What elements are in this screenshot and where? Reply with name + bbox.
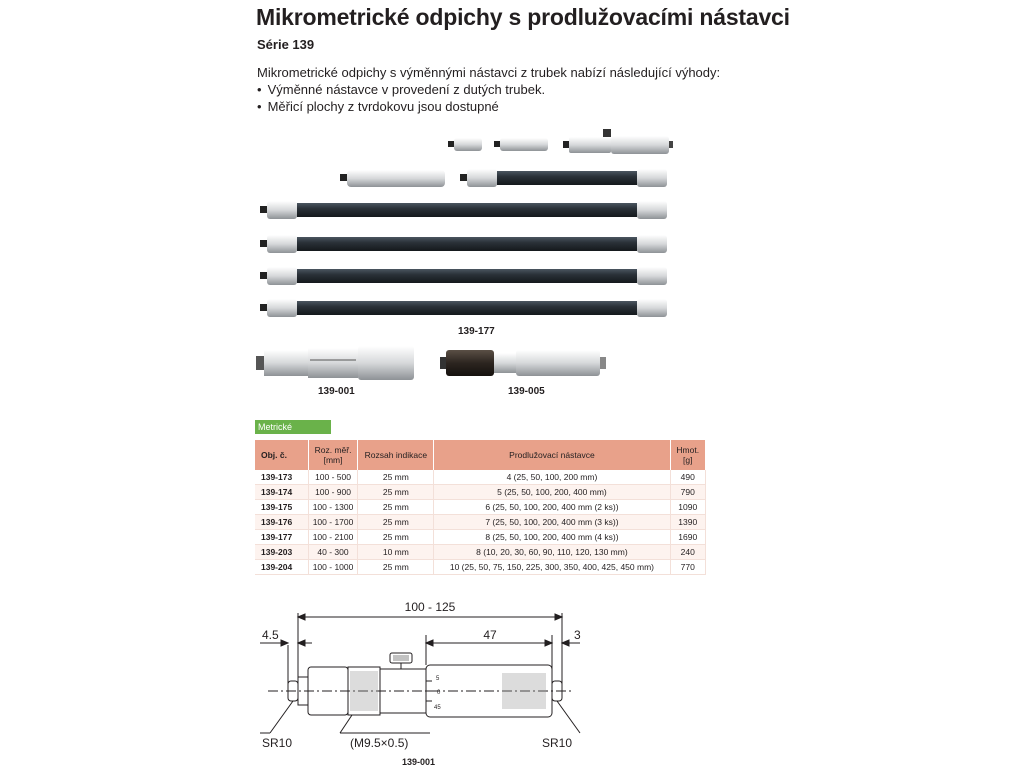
table-header-row (255, 440, 706, 470)
micrometer-head-139-005 (440, 350, 606, 376)
cell-range: 100 - 2100 (308, 530, 358, 545)
extension-rod-long (260, 201, 667, 219)
table-row (255, 560, 706, 575)
head-a-label: 139-001 (318, 386, 355, 397)
extension-rod-long (260, 267, 667, 285)
spec-table (255, 440, 706, 575)
series-subtitle: Série 139 (257, 37, 315, 52)
micrometer-head (563, 129, 673, 154)
cell-order-no: 139-177 (255, 530, 308, 545)
cell-indication: 25 mm (358, 530, 434, 545)
cell-extensions: 8 (25, 50, 100, 200, 400 mm (4 ks)) (434, 530, 670, 545)
table-row (255, 515, 706, 530)
extension-rod-medium (340, 170, 445, 187)
set-label: 139-177 (458, 326, 495, 337)
benefit-item: • Měřicí plochy z tvrdokovu jsou dostupné (257, 98, 720, 115)
dim-right-offset: 3 (574, 628, 581, 642)
cell-range: 40 - 300 (308, 545, 358, 560)
col-header: Rozsah indikace (358, 440, 434, 470)
cell-range: 100 - 500 (308, 470, 358, 485)
scale-mark: 45 (434, 705, 441, 711)
col-header: Prodlužovací nástavce (434, 440, 670, 470)
cell-weight: 1090 (670, 500, 706, 515)
extension-rod-medium (460, 169, 667, 187)
benefit-item: • Výměnné nástavce v provedení z dutých trubek. (257, 81, 720, 98)
cell-extensions: 8 (10, 20, 30, 60, 90, 110, 120, 130 mm) (434, 545, 670, 560)
dim-sr-right: SR10 (542, 736, 573, 750)
cell-extensions: 7 (25, 50, 100, 200, 400 mm (3 ks)) (434, 515, 670, 530)
scale-mark: 0 (437, 690, 441, 696)
extension-rod-short (448, 138, 482, 151)
table-row (255, 470, 706, 485)
scale-mark: 5 (436, 676, 440, 682)
cell-extensions: 10 (25, 50, 75, 150, 225, 300, 350, 400, 425, 450 mm) (434, 560, 670, 575)
cell-range: 100 - 1300 (308, 500, 358, 515)
dim-thread: (M9.5×0.5) (350, 736, 409, 750)
extension-rod-long (260, 235, 667, 253)
cell-weight: 490 (670, 470, 706, 485)
technical-drawing (240, 595, 600, 768)
table-row (255, 500, 706, 515)
dim-spindle: 47 (483, 628, 497, 642)
micrometer-head-139-001 (256, 346, 414, 380)
table-row (255, 530, 706, 545)
cell-order-no: 139-204 (255, 560, 308, 575)
dim-sr-left: SR10 (262, 736, 293, 750)
col-header: Hmot. [g] (670, 440, 706, 470)
table-row (255, 485, 706, 500)
intro-text: Mikrometrické odpichy s výměnnými nástavci z trubek nabízí následující výhody: (257, 65, 721, 80)
cell-weight: 770 (670, 560, 706, 575)
drawing-model-label: 139-001 (402, 757, 436, 767)
section-tab-metric: Metrické (255, 420, 331, 434)
cell-extensions: 6 (25, 50, 100, 200, 400 mm (2 ks)) (434, 500, 670, 515)
cell-extensions: 5 (25, 50, 100, 200, 400 mm) (434, 485, 670, 500)
page-title: Mikrometrické odpichy s prodlužovacími nástavci (256, 4, 790, 30)
dim-overall: 100 - 125 (404, 600, 456, 614)
cell-indication: 25 mm (358, 560, 434, 575)
knurl-pattern (350, 655, 546, 711)
cell-extensions: 4 (25, 50, 100, 200 mm) (434, 470, 670, 485)
cell-order-no: 139-203 (255, 545, 308, 560)
cell-range: 100 - 1000 (308, 560, 358, 575)
extension-rod-long (260, 299, 667, 317)
cell-indication: 10 mm (358, 545, 434, 560)
cell-order-no: 139-175 (255, 500, 308, 515)
cell-range: 100 - 900 (308, 485, 358, 500)
extension-rod-short (494, 138, 548, 151)
dim-left-offset: 4.5 (262, 628, 279, 642)
cell-indication: 25 mm (358, 485, 434, 500)
cell-weight: 240 (670, 545, 706, 560)
cell-order-no: 139-173 (255, 470, 308, 485)
cell-indication: 25 mm (358, 515, 434, 530)
col-header: Obj. č. (255, 440, 308, 470)
cell-weight: 1390 (670, 515, 706, 530)
head-b-label: 139-005 (508, 386, 545, 397)
cell-weight: 1690 (670, 530, 706, 545)
cell-indication: 25 mm (358, 470, 434, 485)
cell-order-no: 139-174 (255, 485, 308, 500)
cell-weight: 790 (670, 485, 706, 500)
cell-range: 100 - 1700 (308, 515, 358, 530)
cell-indication: 25 mm (358, 500, 434, 515)
table-row (255, 545, 706, 560)
col-header: Roz. měř. [mm] (308, 440, 358, 470)
cell-order-no: 139-176 (255, 515, 308, 530)
